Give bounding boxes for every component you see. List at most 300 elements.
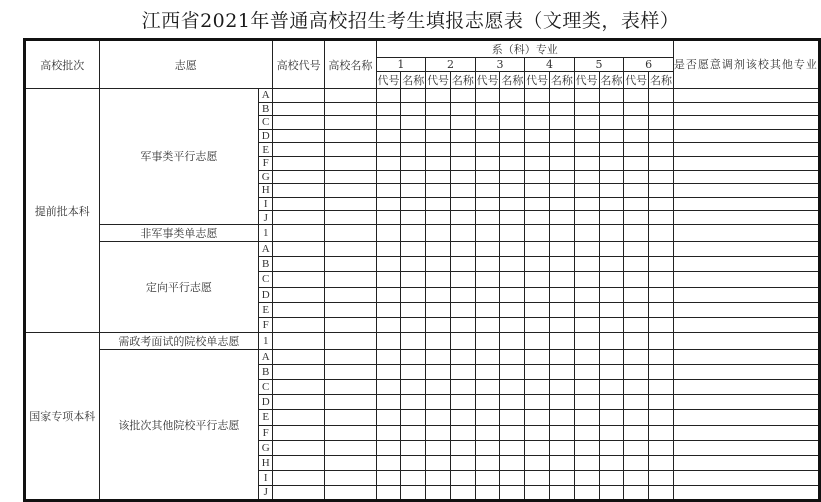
major-3-code-cell[interactable] — [475, 143, 500, 157]
major-2-name-cell[interactable] — [450, 156, 475, 170]
major-1-name-cell[interactable] — [401, 455, 426, 470]
major-3-code-cell[interactable] — [475, 241, 500, 256]
major-5-code-cell[interactable] — [574, 89, 599, 103]
major-4-code-cell[interactable] — [525, 455, 550, 470]
major-1-code-cell[interactable] — [376, 116, 401, 130]
major-5-name-cell[interactable] — [599, 272, 624, 287]
major-3-name-cell[interactable] — [500, 395, 525, 410]
major-4-name-cell[interactable] — [550, 302, 575, 317]
major-2-code-cell[interactable] — [426, 116, 451, 130]
major-6-name-cell[interactable] — [649, 485, 674, 500]
major-2-name-cell[interactable] — [450, 350, 475, 365]
major-3-name-cell[interactable] — [500, 317, 525, 332]
major-6-code-cell[interactable] — [624, 102, 649, 116]
major-4-code-cell[interactable] — [525, 485, 550, 500]
major-6-name-cell[interactable] — [649, 116, 674, 130]
major-3-name-cell[interactable] — [500, 302, 525, 317]
major-5-name-cell[interactable] — [599, 89, 624, 103]
major-3-name-cell[interactable] — [500, 241, 525, 256]
major-1-code-cell[interactable] — [376, 102, 401, 116]
adjust-cell[interactable] — [673, 350, 819, 365]
major-3-name-cell[interactable] — [500, 440, 525, 455]
major-6-code-cell[interactable] — [624, 302, 649, 317]
school-code-cell[interactable] — [273, 197, 325, 211]
major-4-code-cell[interactable] — [525, 197, 550, 211]
major-3-code-cell[interactable] — [475, 440, 500, 455]
major-2-name-cell[interactable] — [450, 116, 475, 130]
school-name-cell[interactable] — [325, 485, 377, 500]
major-1-name-cell[interactable] — [401, 257, 426, 272]
major-1-name-cell[interactable] — [401, 287, 426, 302]
major-4-code-cell[interactable] — [525, 272, 550, 287]
major-5-code-cell[interactable] — [574, 410, 599, 425]
major-4-code-cell[interactable] — [525, 410, 550, 425]
school-name-cell[interactable] — [325, 350, 377, 365]
major-2-name-cell[interactable] — [450, 211, 475, 225]
major-4-name-cell[interactable] — [550, 89, 575, 103]
adjust-cell[interactable] — [673, 129, 819, 143]
major-2-name-cell[interactable] — [450, 455, 475, 470]
major-2-code-cell[interactable] — [426, 129, 451, 143]
school-name-cell[interactable] — [325, 395, 377, 410]
major-5-code-cell[interactable] — [574, 184, 599, 198]
major-5-name-cell[interactable] — [599, 257, 624, 272]
major-1-name-cell[interactable] — [401, 317, 426, 332]
major-3-code-cell[interactable] — [475, 116, 500, 130]
major-1-name-cell[interactable] — [401, 485, 426, 500]
major-5-code-cell[interactable] — [574, 257, 599, 272]
major-5-name-cell[interactable] — [599, 197, 624, 211]
major-3-name-cell[interactable] — [500, 143, 525, 157]
major-5-name-cell[interactable] — [599, 317, 624, 332]
major-6-name-cell[interactable] — [649, 350, 674, 365]
major-6-code-cell[interactable] — [624, 241, 649, 256]
adjust-cell[interactable] — [673, 395, 819, 410]
major-4-code-cell[interactable] — [525, 425, 550, 440]
major-4-code-cell[interactable] — [525, 116, 550, 130]
adjust-cell[interactable] — [673, 184, 819, 198]
major-4-name-cell[interactable] — [550, 333, 575, 350]
school-code-cell[interactable] — [273, 129, 325, 143]
major-4-code-cell[interactable] — [525, 184, 550, 198]
major-5-code-cell[interactable] — [574, 224, 599, 241]
major-1-code-cell[interactable] — [376, 350, 401, 365]
school-name-cell[interactable] — [325, 143, 377, 157]
major-5-name-cell[interactable] — [599, 211, 624, 225]
major-6-code-cell[interactable] — [624, 470, 649, 485]
school-name-cell[interactable] — [325, 211, 377, 225]
major-4-name-cell[interactable] — [550, 241, 575, 256]
major-5-name-cell[interactable] — [599, 350, 624, 365]
major-2-code-cell[interactable] — [426, 380, 451, 395]
major-3-name-cell[interactable] — [500, 485, 525, 500]
major-6-name-cell[interactable] — [649, 455, 674, 470]
major-6-code-cell[interactable] — [624, 333, 649, 350]
major-6-code-cell[interactable] — [624, 380, 649, 395]
major-5-code-cell[interactable] — [574, 116, 599, 130]
major-2-code-cell[interactable] — [426, 257, 451, 272]
major-4-code-cell[interactable] — [525, 350, 550, 365]
major-4-name-cell[interactable] — [550, 224, 575, 241]
major-4-code-cell[interactable] — [525, 440, 550, 455]
major-4-name-cell[interactable] — [550, 156, 575, 170]
school-code-cell[interactable] — [273, 241, 325, 256]
major-2-name-cell[interactable] — [450, 170, 475, 184]
major-4-name-cell[interactable] — [550, 317, 575, 332]
adjust-cell[interactable] — [673, 410, 819, 425]
major-2-name-cell[interactable] — [450, 302, 475, 317]
major-1-code-cell[interactable] — [376, 455, 401, 470]
major-6-name-cell[interactable] — [649, 440, 674, 455]
major-6-code-cell[interactable] — [624, 485, 649, 500]
school-name-cell[interactable] — [325, 287, 377, 302]
major-1-name-cell[interactable] — [401, 365, 426, 380]
major-5-name-cell[interactable] — [599, 287, 624, 302]
major-2-name-cell[interactable] — [450, 365, 475, 380]
major-1-code-cell[interactable] — [376, 425, 401, 440]
school-name-cell[interactable] — [325, 156, 377, 170]
major-2-code-cell[interactable] — [426, 287, 451, 302]
major-4-name-cell[interactable] — [550, 425, 575, 440]
major-2-name-cell[interactable] — [450, 333, 475, 350]
major-1-code-cell[interactable] — [376, 129, 401, 143]
major-3-code-cell[interactable] — [475, 302, 500, 317]
major-3-name-cell[interactable] — [500, 333, 525, 350]
major-3-code-cell[interactable] — [475, 395, 500, 410]
major-1-name-cell[interactable] — [401, 395, 426, 410]
major-1-name-cell[interactable] — [401, 241, 426, 256]
major-4-name-cell[interactable] — [550, 170, 575, 184]
major-1-code-cell[interactable] — [376, 470, 401, 485]
major-1-name-cell[interactable] — [401, 184, 426, 198]
major-1-name-cell[interactable] — [401, 143, 426, 157]
major-4-name-cell[interactable] — [550, 380, 575, 395]
major-6-name-cell[interactable] — [649, 211, 674, 225]
major-1-name-cell[interactable] — [401, 197, 426, 211]
major-2-code-cell[interactable] — [426, 317, 451, 332]
major-1-code-cell[interactable] — [376, 485, 401, 500]
major-1-code-cell[interactable] — [376, 317, 401, 332]
major-5-name-cell[interactable] — [599, 116, 624, 130]
major-4-code-cell[interactable] — [525, 241, 550, 256]
adjust-cell[interactable] — [673, 224, 819, 241]
major-6-name-cell[interactable] — [649, 197, 674, 211]
major-2-code-cell[interactable] — [426, 89, 451, 103]
major-6-name-cell[interactable] — [649, 287, 674, 302]
major-3-code-cell[interactable] — [475, 455, 500, 470]
major-4-code-cell[interactable] — [525, 89, 550, 103]
school-code-cell[interactable] — [273, 170, 325, 184]
school-name-cell[interactable] — [325, 470, 377, 485]
major-3-code-cell[interactable] — [475, 170, 500, 184]
major-3-code-cell[interactable] — [475, 272, 500, 287]
major-6-code-cell[interactable] — [624, 317, 649, 332]
adjust-cell[interactable] — [673, 365, 819, 380]
school-code-cell[interactable] — [273, 184, 325, 198]
major-4-name-cell[interactable] — [550, 350, 575, 365]
adjust-cell[interactable] — [673, 317, 819, 332]
school-code-cell[interactable] — [273, 272, 325, 287]
major-6-code-cell[interactable] — [624, 129, 649, 143]
major-1-name-cell[interactable] — [401, 156, 426, 170]
major-2-name-cell[interactable] — [450, 470, 475, 485]
major-5-code-cell[interactable] — [574, 143, 599, 157]
adjust-cell[interactable] — [673, 156, 819, 170]
adjust-cell[interactable] — [673, 89, 819, 103]
school-name-cell[interactable] — [325, 410, 377, 425]
major-3-code-cell[interactable] — [475, 184, 500, 198]
school-name-cell[interactable] — [325, 365, 377, 380]
major-5-name-cell[interactable] — [599, 224, 624, 241]
major-6-code-cell[interactable] — [624, 156, 649, 170]
major-3-name-cell[interactable] — [500, 257, 525, 272]
major-5-code-cell[interactable] — [574, 485, 599, 500]
major-4-code-cell[interactable] — [525, 156, 550, 170]
major-4-code-cell[interactable] — [525, 302, 550, 317]
major-5-name-cell[interactable] — [599, 410, 624, 425]
major-3-name-cell[interactable] — [500, 197, 525, 211]
adjust-cell[interactable] — [673, 116, 819, 130]
major-6-name-cell[interactable] — [649, 410, 674, 425]
major-2-code-cell[interactable] — [426, 197, 451, 211]
major-5-code-cell[interactable] — [574, 287, 599, 302]
school-code-cell[interactable] — [273, 350, 325, 365]
major-2-code-cell[interactable] — [426, 302, 451, 317]
major-2-code-cell[interactable] — [426, 333, 451, 350]
school-name-cell[interactable] — [325, 272, 377, 287]
major-2-code-cell[interactable] — [426, 224, 451, 241]
adjust-cell[interactable] — [673, 380, 819, 395]
major-2-code-cell[interactable] — [426, 170, 451, 184]
major-4-code-cell[interactable] — [525, 257, 550, 272]
major-6-name-cell[interactable] — [649, 365, 674, 380]
major-6-code-cell[interactable] — [624, 211, 649, 225]
school-code-cell[interactable] — [273, 440, 325, 455]
major-1-code-cell[interactable] — [376, 272, 401, 287]
adjust-cell[interactable] — [673, 211, 819, 225]
school-code-cell[interactable] — [273, 317, 325, 332]
adjust-cell[interactable] — [673, 102, 819, 116]
school-name-cell[interactable] — [325, 116, 377, 130]
major-5-name-cell[interactable] — [599, 184, 624, 198]
school-name-cell[interactable] — [325, 184, 377, 198]
major-6-code-cell[interactable] — [624, 395, 649, 410]
major-1-name-cell[interactable] — [401, 302, 426, 317]
major-6-name-cell[interactable] — [649, 425, 674, 440]
major-1-code-cell[interactable] — [376, 211, 401, 225]
adjust-cell[interactable] — [673, 197, 819, 211]
major-4-name-cell[interactable] — [550, 143, 575, 157]
major-6-name-cell[interactable] — [649, 380, 674, 395]
major-6-code-cell[interactable] — [624, 197, 649, 211]
major-5-name-cell[interactable] — [599, 102, 624, 116]
school-name-cell[interactable] — [325, 333, 377, 350]
school-name-cell[interactable] — [325, 102, 377, 116]
adjust-cell[interactable] — [673, 470, 819, 485]
school-code-cell[interactable] — [273, 485, 325, 500]
major-4-code-cell[interactable] — [525, 102, 550, 116]
major-6-name-cell[interactable] — [649, 102, 674, 116]
major-4-name-cell[interactable] — [550, 102, 575, 116]
major-1-name-cell[interactable] — [401, 425, 426, 440]
major-3-name-cell[interactable] — [500, 425, 525, 440]
major-2-code-cell[interactable] — [426, 241, 451, 256]
major-3-name-cell[interactable] — [500, 410, 525, 425]
major-6-code-cell[interactable] — [624, 410, 649, 425]
major-4-code-cell[interactable] — [525, 129, 550, 143]
major-5-code-cell[interactable] — [574, 470, 599, 485]
major-5-name-cell[interactable] — [599, 440, 624, 455]
adjust-cell[interactable] — [673, 440, 819, 455]
major-1-name-cell[interactable] — [401, 129, 426, 143]
adjust-cell[interactable] — [673, 302, 819, 317]
major-1-code-cell[interactable] — [376, 287, 401, 302]
major-1-name-cell[interactable] — [401, 333, 426, 350]
major-5-name-cell[interactable] — [599, 129, 624, 143]
school-name-cell[interactable] — [325, 241, 377, 256]
major-2-name-cell[interactable] — [450, 143, 475, 157]
major-4-name-cell[interactable] — [550, 257, 575, 272]
adjust-cell[interactable] — [673, 257, 819, 272]
major-1-name-cell[interactable] — [401, 410, 426, 425]
major-4-name-cell[interactable] — [550, 470, 575, 485]
major-6-code-cell[interactable] — [624, 89, 649, 103]
major-5-code-cell[interactable] — [574, 395, 599, 410]
major-3-code-cell[interactable] — [475, 257, 500, 272]
major-4-code-cell[interactable] — [525, 333, 550, 350]
major-2-code-cell[interactable] — [426, 272, 451, 287]
school-code-cell[interactable] — [273, 102, 325, 116]
major-6-name-cell[interactable] — [649, 395, 674, 410]
major-4-code-cell[interactable] — [525, 380, 550, 395]
school-code-cell[interactable] — [273, 455, 325, 470]
major-5-name-cell[interactable] — [599, 380, 624, 395]
major-2-name-cell[interactable] — [450, 89, 475, 103]
major-6-name-cell[interactable] — [649, 170, 674, 184]
major-4-name-cell[interactable] — [550, 116, 575, 130]
major-6-code-cell[interactable] — [624, 272, 649, 287]
major-3-name-cell[interactable] — [500, 287, 525, 302]
major-3-name-cell[interactable] — [500, 470, 525, 485]
major-5-code-cell[interactable] — [574, 350, 599, 365]
major-1-code-cell[interactable] — [376, 143, 401, 157]
major-2-name-cell[interactable] — [450, 129, 475, 143]
school-code-cell[interactable] — [273, 156, 325, 170]
major-2-code-cell[interactable] — [426, 485, 451, 500]
major-6-name-cell[interactable] — [649, 257, 674, 272]
school-name-cell[interactable] — [325, 170, 377, 184]
major-4-name-cell[interactable] — [550, 211, 575, 225]
school-code-cell[interactable] — [273, 333, 325, 350]
major-1-code-cell[interactable] — [376, 333, 401, 350]
major-6-code-cell[interactable] — [624, 350, 649, 365]
major-5-code-cell[interactable] — [574, 272, 599, 287]
major-4-code-cell[interactable] — [525, 170, 550, 184]
major-5-code-cell[interactable] — [574, 241, 599, 256]
major-3-code-cell[interactable] — [475, 89, 500, 103]
major-2-name-cell[interactable] — [450, 102, 475, 116]
major-6-name-cell[interactable] — [649, 272, 674, 287]
major-2-code-cell[interactable] — [426, 350, 451, 365]
major-2-code-cell[interactable] — [426, 440, 451, 455]
major-1-code-cell[interactable] — [376, 224, 401, 241]
major-3-code-cell[interactable] — [475, 287, 500, 302]
major-3-code-cell[interactable] — [475, 485, 500, 500]
adjust-cell[interactable] — [673, 241, 819, 256]
school-name-cell[interactable] — [325, 425, 377, 440]
major-6-name-cell[interactable] — [649, 89, 674, 103]
major-4-name-cell[interactable] — [550, 485, 575, 500]
major-5-name-cell[interactable] — [599, 425, 624, 440]
school-code-cell[interactable] — [273, 425, 325, 440]
school-code-cell[interactable] — [273, 89, 325, 103]
major-1-name-cell[interactable] — [401, 224, 426, 241]
major-1-name-cell[interactable] — [401, 102, 426, 116]
major-2-code-cell[interactable] — [426, 410, 451, 425]
major-3-code-cell[interactable] — [475, 410, 500, 425]
school-name-cell[interactable] — [325, 317, 377, 332]
major-6-name-cell[interactable] — [649, 317, 674, 332]
major-4-name-cell[interactable] — [550, 440, 575, 455]
major-1-name-cell[interactable] — [401, 89, 426, 103]
major-6-name-cell[interactable] — [649, 470, 674, 485]
school-name-cell[interactable] — [325, 197, 377, 211]
major-1-name-cell[interactable] — [401, 116, 426, 130]
school-code-cell[interactable] — [273, 211, 325, 225]
major-5-code-cell[interactable] — [574, 365, 599, 380]
major-2-code-cell[interactable] — [426, 102, 451, 116]
major-3-code-cell[interactable] — [475, 350, 500, 365]
major-5-code-cell[interactable] — [574, 129, 599, 143]
major-2-name-cell[interactable] — [450, 241, 475, 256]
major-1-code-cell[interactable] — [376, 410, 401, 425]
major-3-name-cell[interactable] — [500, 89, 525, 103]
major-3-name-cell[interactable] — [500, 350, 525, 365]
major-5-code-cell[interactable] — [574, 333, 599, 350]
school-name-cell[interactable] — [325, 440, 377, 455]
major-6-name-cell[interactable] — [649, 333, 674, 350]
school-name-cell[interactable] — [325, 89, 377, 103]
major-5-name-cell[interactable] — [599, 485, 624, 500]
major-6-name-cell[interactable] — [649, 129, 674, 143]
major-5-name-cell[interactable] — [599, 470, 624, 485]
adjust-cell[interactable] — [673, 485, 819, 500]
major-5-name-cell[interactable] — [599, 143, 624, 157]
major-6-code-cell[interactable] — [624, 224, 649, 241]
major-4-name-cell[interactable] — [550, 129, 575, 143]
school-code-cell[interactable] — [273, 410, 325, 425]
major-1-code-cell[interactable] — [376, 89, 401, 103]
major-1-code-cell[interactable] — [376, 170, 401, 184]
major-3-name-cell[interactable] — [500, 380, 525, 395]
major-5-code-cell[interactable] — [574, 302, 599, 317]
major-3-name-cell[interactable] — [500, 170, 525, 184]
adjust-cell[interactable] — [673, 143, 819, 157]
major-2-code-cell[interactable] — [426, 395, 451, 410]
major-5-code-cell[interactable] — [574, 197, 599, 211]
major-2-name-cell[interactable] — [450, 485, 475, 500]
major-3-code-cell[interactable] — [475, 129, 500, 143]
major-1-code-cell[interactable] — [376, 365, 401, 380]
major-5-name-cell[interactable] — [599, 156, 624, 170]
major-3-name-cell[interactable] — [500, 184, 525, 198]
major-6-code-cell[interactable] — [624, 455, 649, 470]
school-code-cell[interactable] — [273, 395, 325, 410]
school-code-cell[interactable] — [273, 470, 325, 485]
major-2-code-cell[interactable] — [426, 365, 451, 380]
major-4-name-cell[interactable] — [550, 410, 575, 425]
major-2-code-cell[interactable] — [426, 184, 451, 198]
